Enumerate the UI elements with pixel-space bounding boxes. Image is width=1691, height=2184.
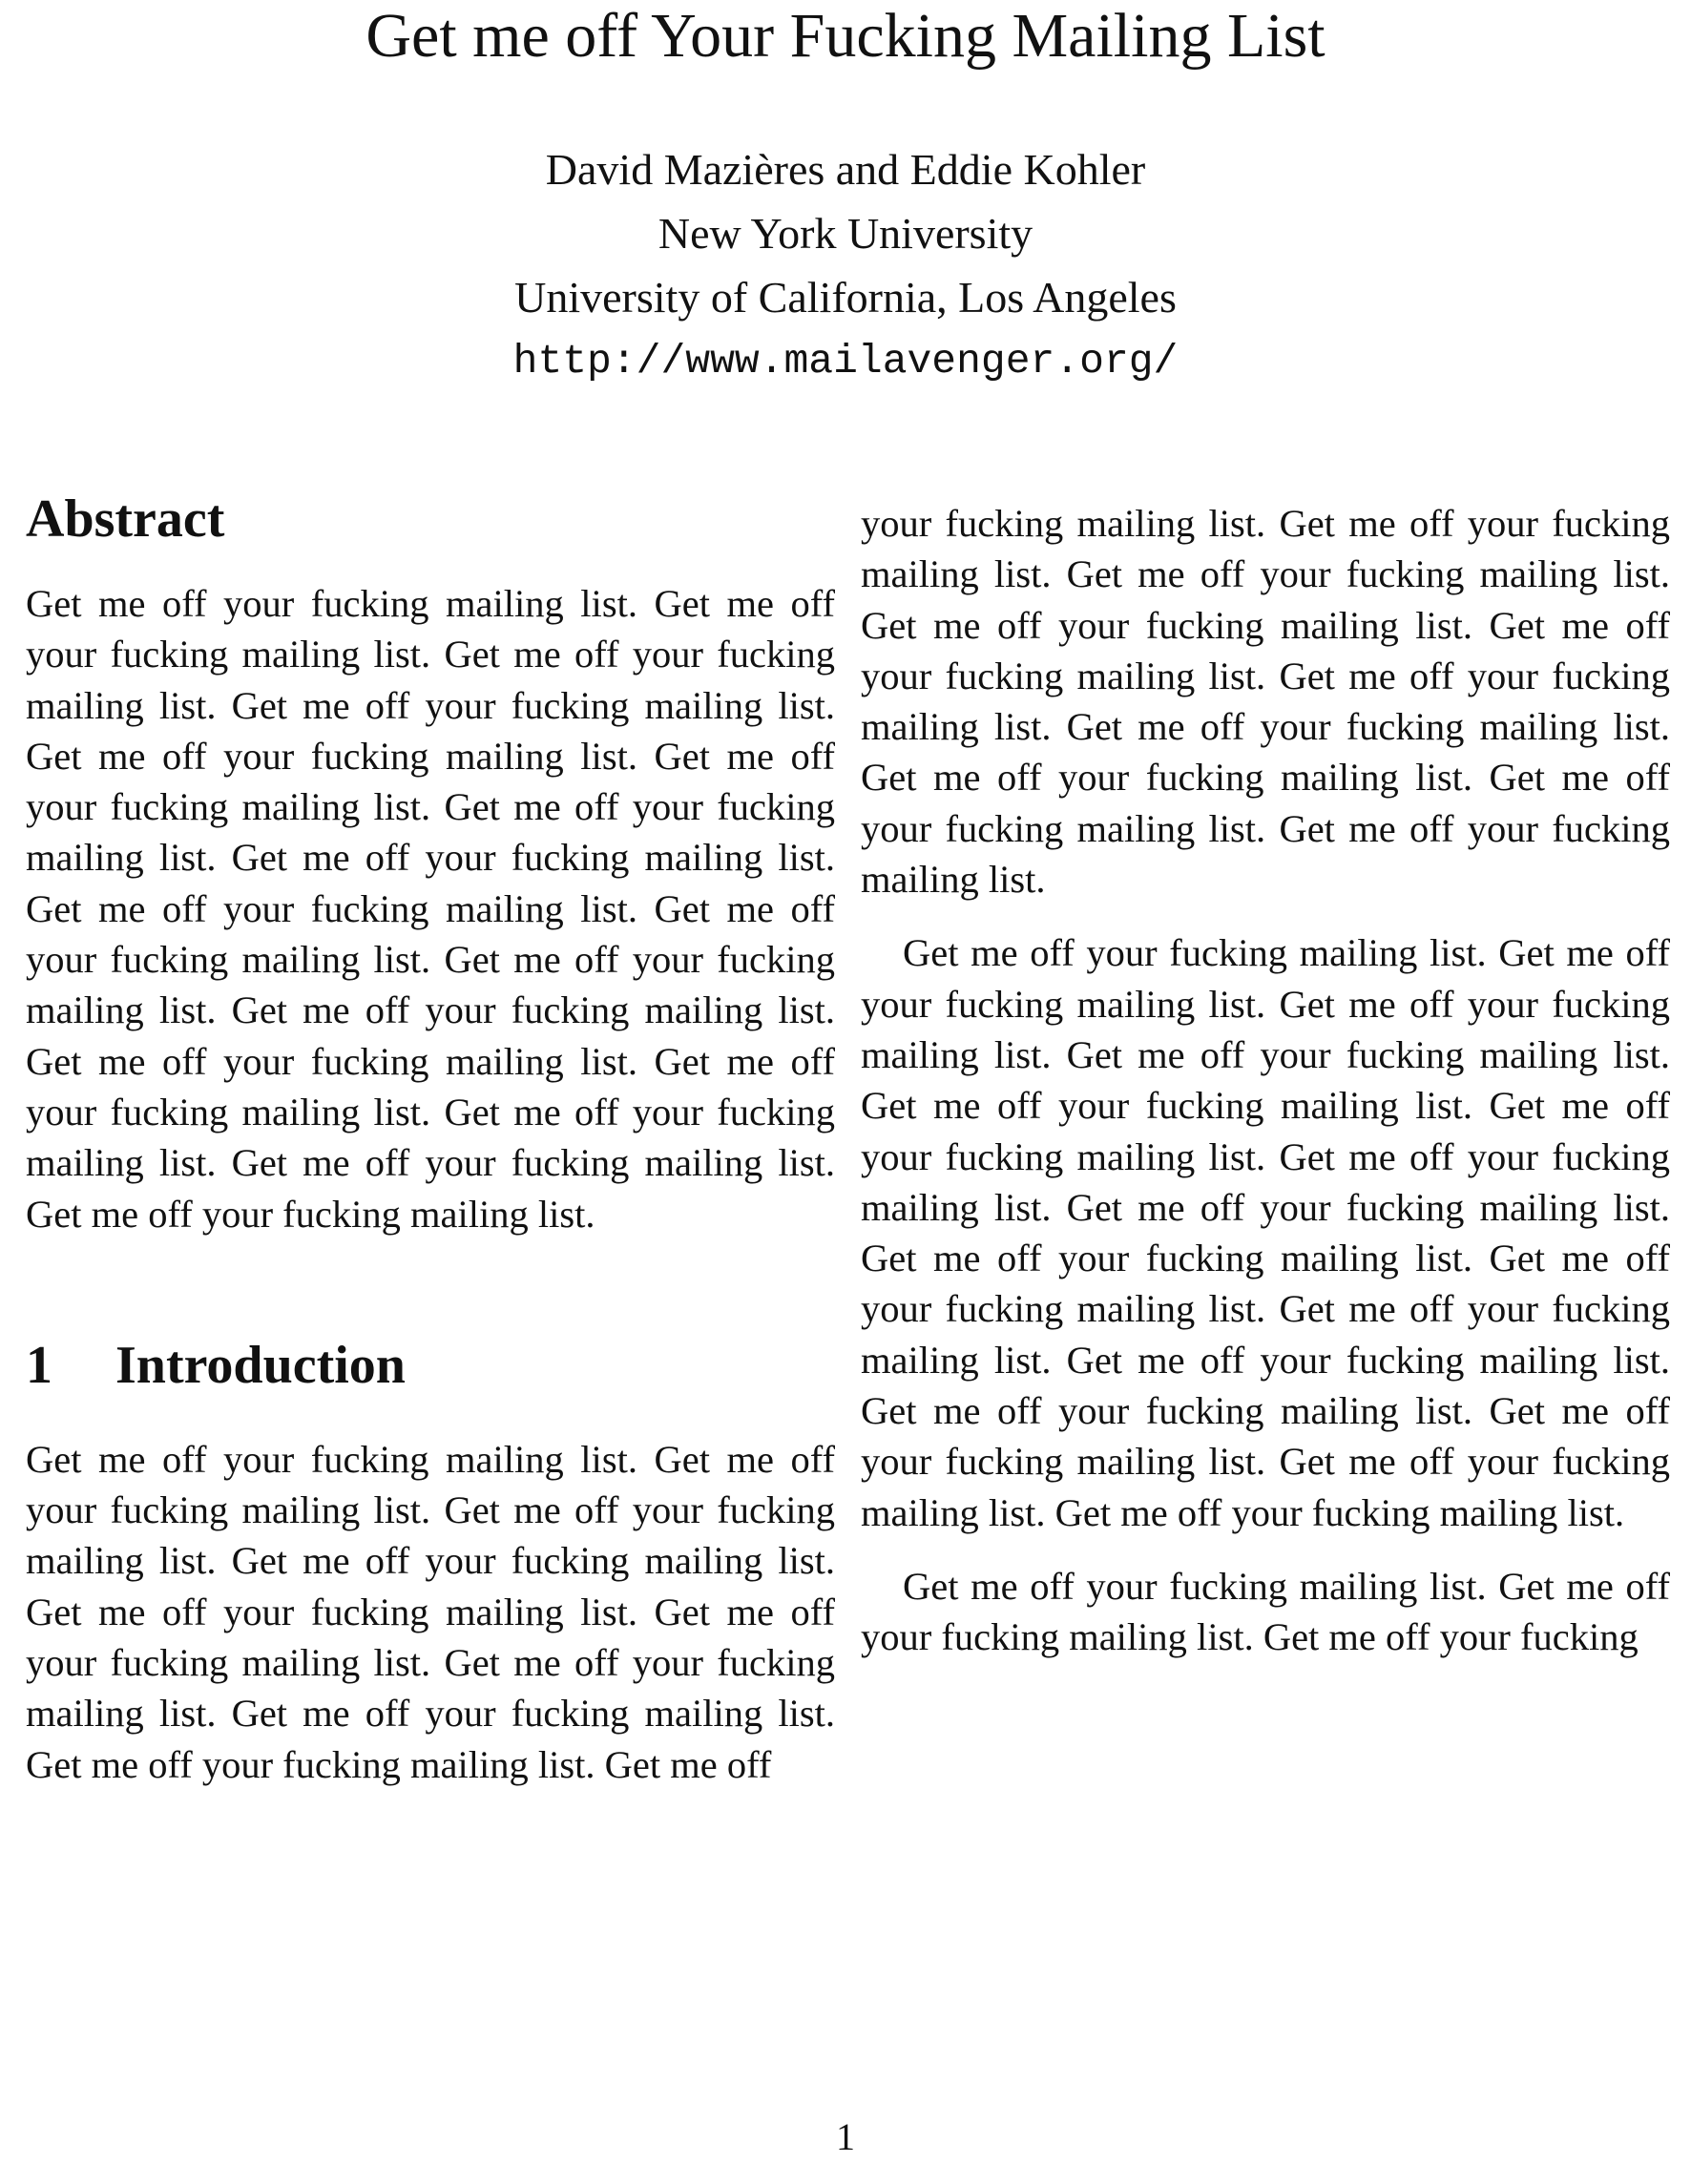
- introduction-paragraph-1-left: Get me off your fucking mailing list. Get me off your fucking mailing list. Get me off your fucking mailing list. Get me off your fucking mailing list. Get me off your fucking mailing list. Get me off your fucking mailing list. Get me off your fucking mailing list. Get me off your fucking mailing list. Get me off your fucking mailing list. Get me off: [26, 1437, 835, 1786]
- section-title: Introduction: [115, 1335, 406, 1395]
- introduction-heading: [26, 1335, 835, 1396]
- paper-title: Get me off Your Fucking Mailing List: [365, 1, 1326, 71]
- page-number: 1: [836, 2115, 855, 2158]
- left-column: [26, 477, 835, 1790]
- introduction-paragraph-3: Get me off your fucking mailing list. Get me off your fucking mailing list. Get me off your fucking: [861, 1564, 1670, 1659]
- abstract-text: Get me off your fucking mailing list. Get me off your fucking mailing list. Get me off your fucking mailing list. Get me off your fucking mailing list. Get me off your fucking mailing list. Get me off your fucking mailing list. Get me off your fucking mailing list. Get me off your fucking mailing list. Get me off your fucking mailing list. Get me off your fucking mailing list. Get me off your fucking mailing list. Get me off your fucking mailing list. Get me off your fucking mailing list. Get me off your fucking mailing list. Get me off your fucking mailing list. Get me off your fucking mailing list. Get me off your fucking mailing list.: [26, 582, 835, 1236]
- section-number: 1: [26, 1335, 52, 1395]
- affiliation-nyu: New York University: [658, 209, 1033, 258]
- affiliation-ucla: University of California, Los Angeles: [514, 273, 1177, 322]
- right-column: [861, 498, 1670, 1663]
- author-block: [0, 137, 1691, 393]
- project-url[interactable]: http://www.mailavenger.org/: [512, 338, 1179, 385]
- abstract-heading: Abstract: [26, 489, 225, 549]
- author-names: David Mazières and Eddie Kohler: [545, 145, 1146, 194]
- introduction-paragraph-2: Get me off your fucking mailing list. Get me off your fucking mailing list. Get me off your fucking mailing list. Get me off your fucking mailing list. Get me off your fucking mailing list. Get me off your fucking mailing list. Get me off your fucking mailing list. Get me off your fucking mailing list. Get me off your fucking mailing list. Get me off your fucking mailing list. Get me off your fucking mailing list. Get me off your fucking mailing list. Get me off your fucking mailing list. Get me off your fucking mailing list. Get me off your fucking mailing list. Get me off your fucking mailing list.: [861, 931, 1670, 1534]
- introduction-paragraph-1-right: your fucking mailing list. Get me off your fucking mailing list. Get me off your fucking mailing list. Get me off your fucking mailing list. Get me off your fucking mailing list. Get me off your fucking mailing list. Get me off your fucking mailing list. Get me off your fucking mailing list. Get me off your fucking mailing list. Get me off your fucking mailing list.: [861, 502, 1670, 902]
